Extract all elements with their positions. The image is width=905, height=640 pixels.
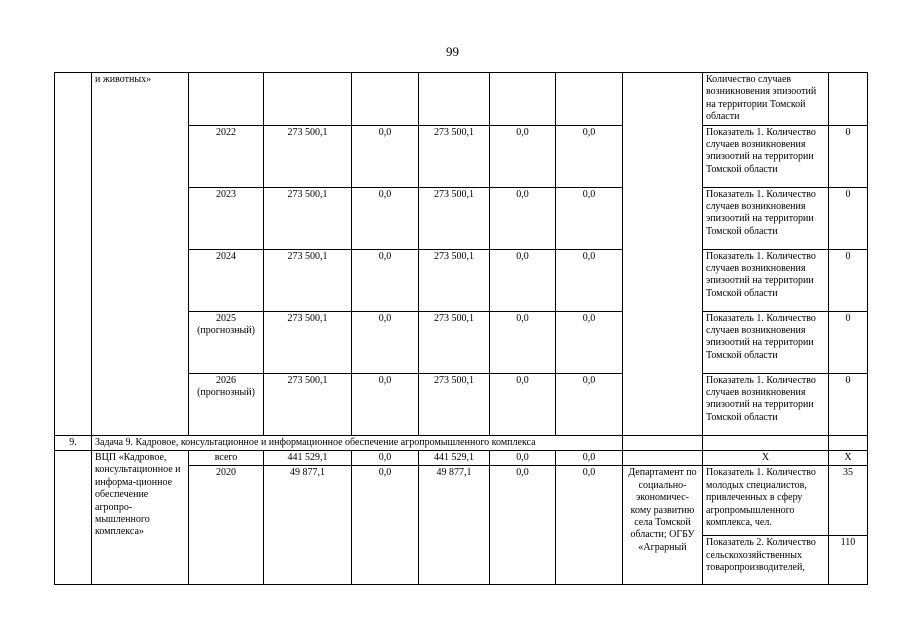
executor-cell: Департамент по социально-экономичес-кому развитию села Томской области; ОГБУ «Аграрный	[623, 466, 703, 585]
year-cell: 2023	[189, 187, 264, 249]
vcp-name: ВЦП «Кадровое, консультационное и информа-ционное обеспечение агропро-мышленного комплекса»	[92, 451, 189, 585]
value-cell: 0	[829, 125, 868, 187]
task-row	[55, 435, 868, 450]
table-row: 2022 273 500,1 0,0 273 500,1 0,0 0,0 Показатель 1. Количество случаев возникновения эпизоотий на территории Томской области 0	[55, 125, 868, 187]
table-row: 2020 49 877,1 0,0 49 877,1 0,0 0,0 Департамент по социально-экономичес-кому развитию села Томской области; ОГБУ «Аграрный Показатель 1. Количество молодых специалистов, привлеченных в сферу агропромышленного комплекса, чел. 35	[55, 466, 868, 536]
executor-cell	[623, 73, 703, 436]
table-row: 2023 273 500,1 0,0 273 500,1 0,0 0,0 Показатель 1. Количество случаев возникновения эпизоотий на территории Томской области 0	[55, 187, 868, 249]
task-title: Задача 9. Кадровое, консультационное и информационное обеспечение агропромышленного комплекса	[92, 435, 623, 450]
value-cell: 110	[829, 536, 868, 585]
year-cell: 2025 (прогнозный)	[189, 311, 264, 373]
year-cell: всего	[189, 451, 264, 466]
indicator-cell: Показатель 2. Количество сельскохозяйственных товаропроизводителей,	[703, 536, 829, 585]
table-row: 2024 273 500,1 0,0 273 500,1 0,0 0,0 Показатель 1. Количество случаев возникновения эпизоотий на территории Томской области 0	[55, 249, 868, 311]
indicator-cell: Количество случаев возникновения эпизоотий на территории Томской области	[703, 73, 829, 126]
indicator-cell: Показатель 1. Количество случаев возникновения эпизоотий на территории Томской области	[703, 187, 829, 249]
page-number: 99	[446, 44, 459, 59]
table-row: ВЦП «Кадровое, консультационное и информа-ционное обеспечение агропро-мышленного комплекса» всего 441 529,1 0,0 441 529,1 0,0 0,0 Х Х	[55, 451, 868, 466]
indicator-cell: Показатель 1. Количество случаев возникновения эпизоотий на территории Томской области	[703, 311, 829, 373]
indicator-cell: Показатель 1. Количество случаев возникновения эпизоотий на территории Томской области	[703, 249, 829, 311]
year-cell: 2022	[189, 125, 264, 187]
value-cell: Х	[829, 451, 868, 466]
indicator-cell: Показатель 1. Количество молодых специалистов, привлеченных в сферу агропромышленного комплекса, чел.	[703, 466, 829, 536]
year-cell: 2026 (прогнозный)	[189, 373, 264, 435]
table-row	[55, 73, 868, 126]
name-cell: и животных»	[92, 73, 189, 436]
executor-cell	[623, 451, 703, 466]
indicator-cell: Показатель 1. Количество случаев возникновения эпизоотий на территории Томской области	[703, 373, 829, 435]
num-cell	[55, 451, 92, 585]
value-cell: 0	[829, 187, 868, 249]
year-cell: 2020	[189, 466, 264, 585]
value-cell: 0	[829, 311, 868, 373]
year-cell: 2024	[189, 249, 264, 311]
table-row: 2026 (прогнозный) 273 500,1 0,0 273 500,1 0,0 0,0 Показатель 1. Количество случаев возникновения эпизоотий на территории Томской области 0	[55, 373, 868, 435]
value-cell: 35	[829, 466, 868, 536]
table-row: 2025 (прогнозный) 273 500,1 0,0 273 500,1 0,0 0,0 Показатель 1. Количество случаев возникновения эпизоотий на территории Томской области 0	[55, 311, 868, 373]
num-cell	[55, 73, 92, 436]
program-table	[54, 72, 868, 585]
indicator-cell: Х	[703, 451, 829, 466]
indicator-cell: Показатель 1. Количество случаев возникновения эпизоотий на территории Томской области	[703, 125, 829, 187]
task-number: 9.	[55, 435, 92, 450]
value-cell: 0	[829, 249, 868, 311]
value-cell: 0	[829, 373, 868, 435]
